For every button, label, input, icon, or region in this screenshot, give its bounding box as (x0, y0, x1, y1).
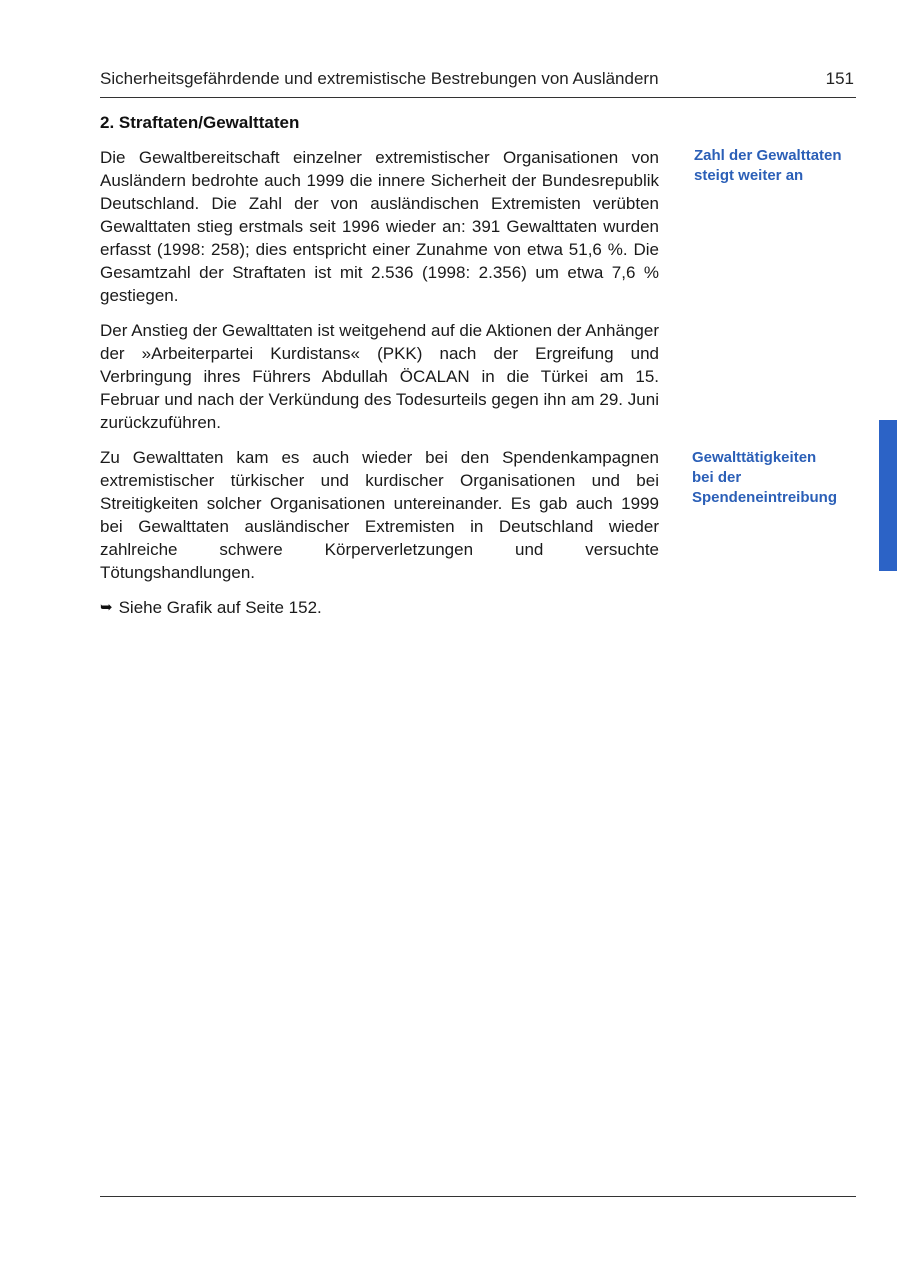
cross-reference-text: Siehe Grafik auf Seite 152. (118, 598, 322, 617)
header-divider (100, 97, 856, 98)
page-number: 151 (825, 69, 854, 88)
margin-note-2: Gewalttätigkeiten bei der Spendeneintreibung (692, 449, 838, 506)
footer-divider (100, 1196, 856, 1197)
section-heading: 2. Straftaten/Gewalttaten (100, 113, 300, 132)
margin-note-1: Zahl der Gewalttaten steigt weiter an (694, 147, 842, 184)
page-header (100, 66, 856, 96)
paragraph-1: Die Gewaltbereitschaft einzelner extremistischer Organisationen von Ausländern bedrohte auch 1999 die innere Sicherheit der Bundesrepublik Deutschland. Die Zahl der von ausländischen Extremisten verübten Gewalttaten stieg erstmals seit 1996 wieder an: 391 Gewalttaten wurden erfasst (1998: 258); dies entspricht einer Zunahme von etwa 51,6 %. Die Gesamtzahl der Straftaten ist mit 2.536 (1998: 2.356) um etwa 7,6 % gestiegen. (100, 148, 659, 305)
arrow-right-icon: ➥ (100, 599, 113, 616)
chapter-tab-marker (879, 420, 897, 571)
cross-reference (100, 596, 659, 619)
paragraph-3: Zu Gewalttaten kam es auch wieder bei den Spendenkampagnen extremistischer türkischer und kurdischer Organisationen und bei Streitigkeiten solcher Organisationen untereinander. Es gab auch 1999 bei Gewalttaten ausländischer Extremisten in Deutschland wieder zahlreiche schwere Körperverletzungen und versuchte Tötungshandlungen. (100, 448, 659, 582)
body-text (100, 146, 659, 619)
paragraph-2: Der Anstieg der Gewalttaten ist weitgehend auf die Aktionen der Anhänger der »Arbeiterpartei Kurdistans« (PKK) nach der Ergreifung und Verbringung ihres Führers Abdullah ÖCALAN in die Türkei am 15. Februar und nach der Verkündung des Todesurteils gegen ihn am 29. Juni zurückzuführen. (100, 321, 659, 432)
running-title: Sicherheitsgefährdende und extremistische Bestrebungen von Ausländern (100, 69, 659, 88)
